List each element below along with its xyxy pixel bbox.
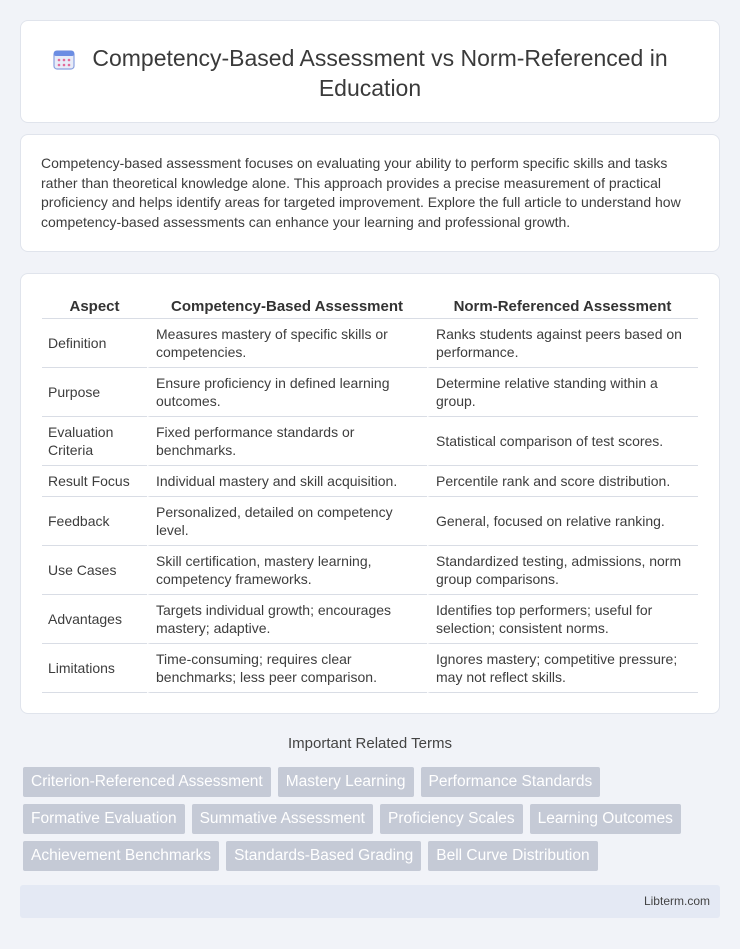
row-norm: Determine relative standing within a group. [427,368,698,417]
comparison-card [20,273,720,714]
row-competency: Fixed performance standards or benchmarks. [147,417,427,466]
footer-site-link[interactable]: Libterm.com [643,894,710,908]
row-aspect: Limitations [42,644,147,693]
table-header-row [42,294,698,319]
header-competency: Competency-Based Assessment [147,294,427,319]
header-aspect: Aspect [42,294,147,319]
row-competency: Time-consuming; requires clear benchmarks; less peer comparison. [147,644,427,693]
page-title: Competency-Based Assessment vs Norm-Referenced in Education [92,45,668,101]
row-competency: Personalized, detailed on competency level. [147,497,427,546]
related-term-tag[interactable]: Bell Curve Distribution [428,841,597,871]
related-term-tag[interactable]: Criterion-Referenced Assessment [23,767,271,797]
related-term-tag[interactable]: Formative Evaluation [23,804,185,834]
related-terms-title: Important Related Terms [288,735,452,752]
row-norm: Identifies top performers; useful for selection; consistent norms. [427,595,698,644]
row-aspect: Advantages [42,595,147,644]
row-competency: Measures mastery of specific skills or competencies. [147,319,427,368]
related-term-tag[interactable]: Summative Assessment [192,804,373,834]
row-norm: Percentile rank and score distribution. [427,466,698,497]
table-row [42,644,698,693]
related-term-tag[interactable]: Achievement Benchmarks [23,841,219,871]
row-aspect: Result Focus [42,466,147,497]
row-aspect: Evaluation Criteria [42,417,147,466]
row-aspect: Definition [42,319,147,368]
comparison-table [42,294,698,693]
table-row [42,466,698,497]
related-term-tag[interactable]: Learning Outcomes [530,804,681,834]
table-row [42,417,698,466]
row-norm: Standardized testing, admissions, norm group comparisons. [427,546,698,595]
table-row [42,319,698,368]
row-aspect: Feedback [42,497,147,546]
table-row [42,368,698,417]
related-term-tag[interactable]: Standards-Based Grading [226,841,421,871]
row-competency: Ensure proficiency in defined learning outcomes. [147,368,427,417]
row-competency: Skill certification, mastery learning, competency frameworks. [147,546,427,595]
row-aspect: Purpose [42,368,147,417]
table-row [42,546,698,595]
header-norm: Norm-Referenced Assessment [427,294,698,319]
intro-text: Competency-based assessment focuses on evaluating your ability to perform specific skills and tasks rather than theoretical knowledge alone. This approach provides a precise measurement of practical proficiency and helps identify areas for targeted improvement. Explore the full article to understand how competency-based assessments can enhance your learning and professional growth. [41,155,681,230]
title-card [20,20,720,123]
row-aspect: Use Cases [42,546,147,595]
row-norm: General, focused on relative ranking. [427,497,698,546]
row-norm: Statistical comparison of test scores. [427,417,698,466]
related-term-tag[interactable]: Performance Standards [421,767,601,797]
row-competency: Individual mastery and skill acquisition. [147,466,427,497]
intro-card [20,134,720,252]
related-term-tag[interactable]: Proficiency Scales [380,804,523,834]
row-norm: Ranks students against peers based on performance. [427,319,698,368]
footer [20,885,720,918]
related-terms-list [23,767,723,871]
table-row [42,595,698,644]
row-norm: Ignores mastery; competitive pressure; may not reflect skills. [427,644,698,693]
row-competency: Targets individual growth; encourages mastery; adaptive. [147,595,427,644]
related-term-tag[interactable]: Mastery Learning [278,767,414,797]
table-row [42,497,698,546]
